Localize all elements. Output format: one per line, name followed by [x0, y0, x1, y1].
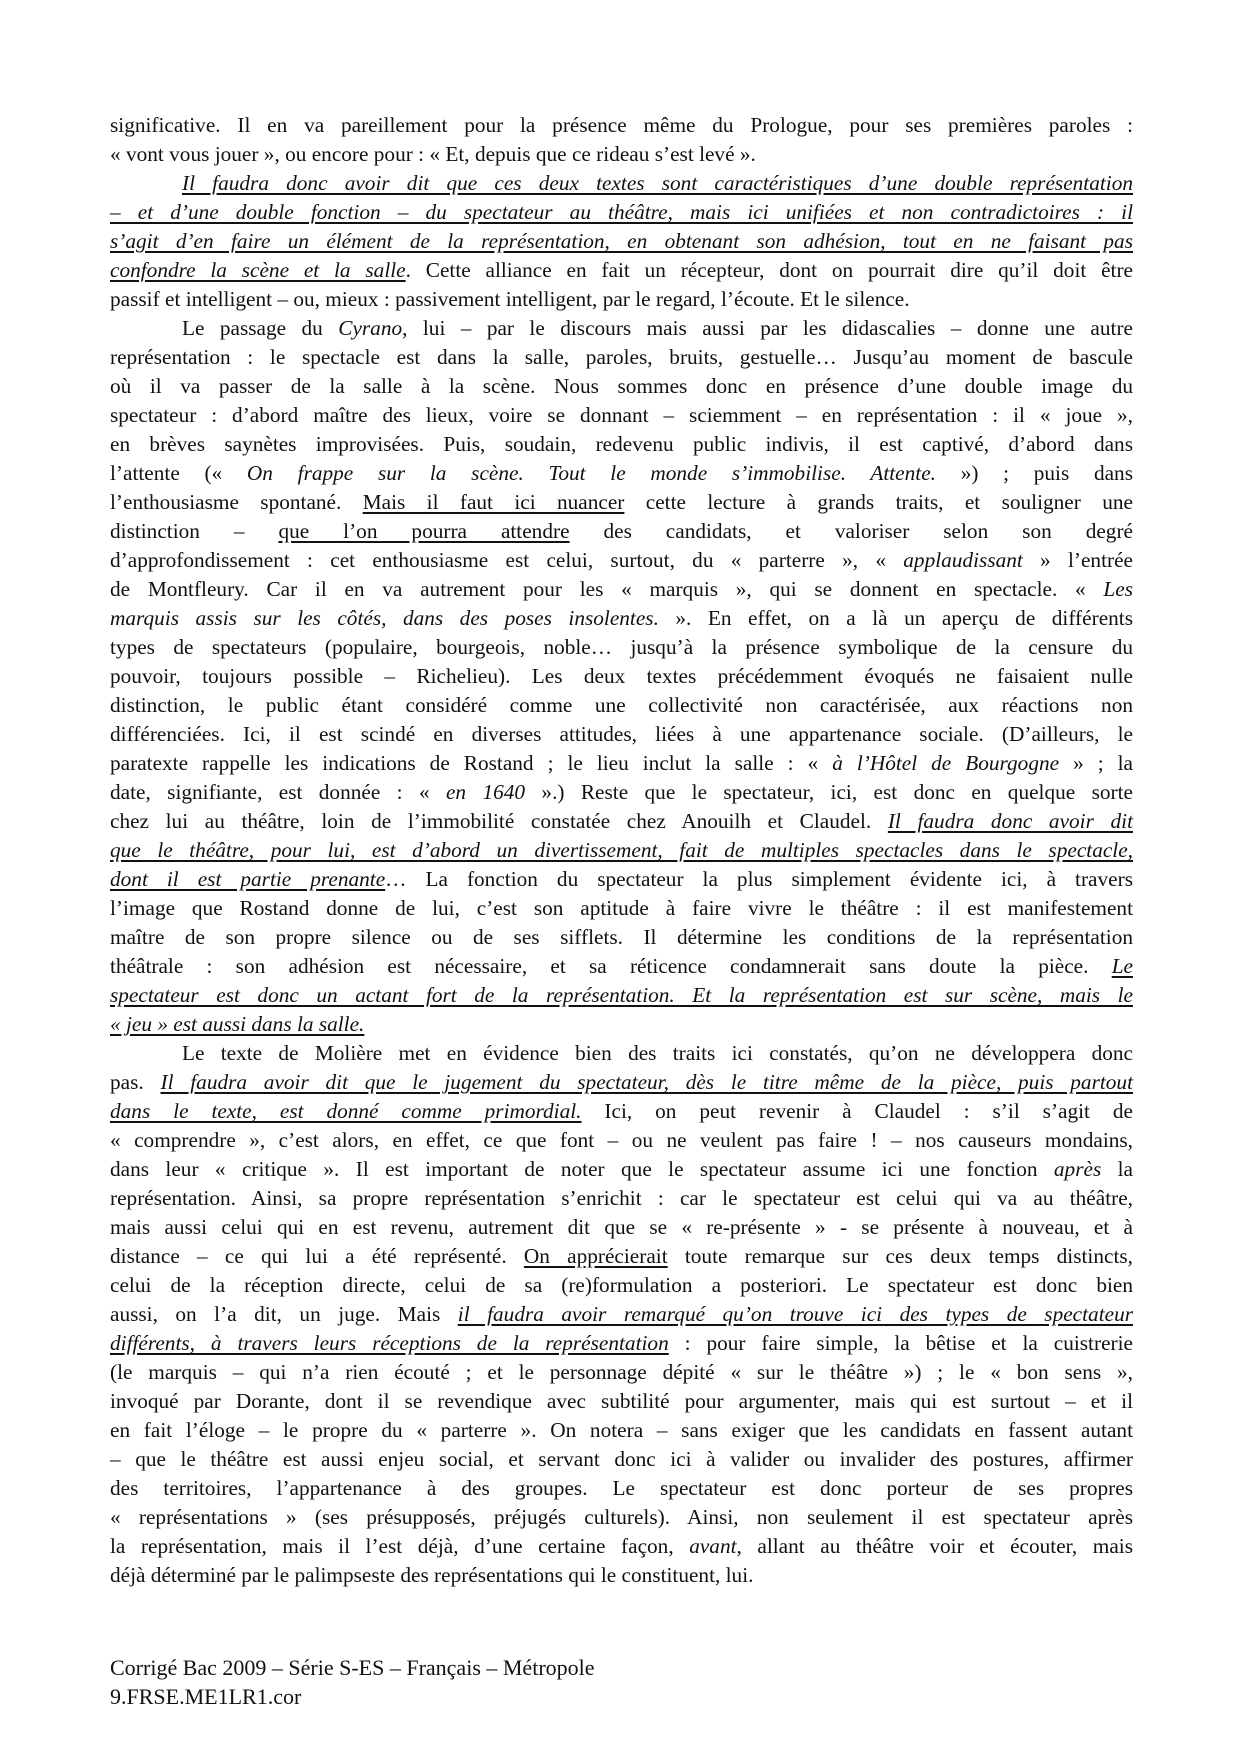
text-line — [110, 1300, 1133, 1329]
text-line — [110, 1097, 1133, 1126]
text-segment: théâtrale : son adhésion est nécessaire, et sa réticence condamnerait sans doute la pièce. — [110, 954, 1112, 978]
text-segment: distinction, le public étant considéré comme une collectivité non caractérisée, aux réactions non — [110, 693, 1133, 717]
text-line — [110, 1561, 1133, 1590]
underlined-text: – et d’une double fonction – du spectateur au théâtre, mais ici unifiées et non contradictoires : il — [110, 200, 1133, 224]
text-segment: – que le théâtre est aussi enjeu social, et servant donc ici à valider ou invalider des postures, affirmer — [110, 1447, 1133, 1471]
underlined-text: dans le texte, est donné comme primordial. — [110, 1099, 582, 1123]
text-line — [110, 1387, 1133, 1416]
text-segment: (le marquis – qui n’a rien écouté ; et le personnage dépité « sur le théâtre ») ; le « bon sens », — [110, 1360, 1133, 1384]
underlined-text: On apprécierait — [523, 1244, 668, 1268]
text-segment: l’enthousiasme spontané. — [110, 490, 363, 514]
text-line — [110, 546, 1133, 575]
paragraph — [110, 169, 1133, 314]
text-segment: « représentations » (ses présupposés, préjugés culturels). Ainsi, non seulement il est spectateur après — [110, 1505, 1133, 1529]
text-line — [110, 111, 1133, 140]
text-line — [110, 169, 1133, 198]
text-segment: en brèves saynètes improvisées. Puis, soudain, redevenu public indivis, il est captivé, d’abord dans — [110, 432, 1133, 456]
text-line — [110, 1184, 1133, 1213]
page-footer — [110, 1653, 595, 1711]
text-line — [110, 952, 1133, 981]
text-line — [110, 1010, 1133, 1039]
text-line — [110, 1445, 1133, 1474]
text-segment: pas. — [110, 1070, 161, 1094]
text-segment: , allant au théâtre voir et écouter, mais — [736, 1534, 1134, 1558]
text-segment: représentation. Ainsi, sa propre représentation s’enrichit : car le spectateur est celui qui va au théâtre, — [110, 1186, 1133, 1210]
footer-reference: 9.FRSE.ME1LR1.cor — [110, 1684, 302, 1709]
text-line — [110, 981, 1133, 1010]
text-line — [110, 807, 1133, 836]
text-segment: l’image que Rostand donne de lui, c’est son aptitude à faire vivre le théâtre : il est manifestement — [110, 896, 1133, 920]
text-line — [110, 1416, 1133, 1445]
text-line — [110, 256, 1133, 285]
text-line — [110, 1474, 1133, 1503]
text-line — [110, 865, 1133, 894]
text-line — [110, 836, 1133, 865]
text-segment: date, signifiante, est donnée : « — [110, 780, 446, 804]
footer-title: Corrigé Bac 2009 – Série S-ES – Français – Métropole — [110, 1655, 595, 1680]
text-line — [110, 1503, 1133, 1532]
text-line — [110, 749, 1133, 778]
text-segment: ») ; puis dans — [935, 461, 1133, 485]
underlined-text: spectateur est donc un actant fort de la représentation. Et la représentation est sur scène, mais le — [110, 983, 1133, 1007]
text-line — [110, 633, 1133, 662]
document-body — [110, 111, 1133, 1590]
text-segment: : pour faire simple, la bêtise et la cuistrerie — [668, 1331, 1133, 1355]
underlined-text: que l’on pourra attendre — [278, 519, 570, 543]
text-segment: passif et intelligent – ou, mieux : passivement intelligent, par le regard, l’écoute. Et le silence. — [110, 287, 910, 311]
underlined-text: différents, à travers leurs réceptions de la représentation — [110, 1331, 669, 1355]
underlined-text: Il faudra donc avoir dit — [887, 809, 1133, 833]
italic-text: avant — [689, 1534, 737, 1558]
text-line — [110, 343, 1133, 372]
text-line — [110, 459, 1133, 488]
text-line — [110, 720, 1133, 749]
text-segment: pouvoir, toujours possible – Richelieu). Les deux textes précédemment évoqués ne faisaient nulle — [110, 664, 1133, 688]
text-line — [110, 1126, 1133, 1155]
paragraph — [110, 314, 1133, 1039]
text-segment: où il va passer de la salle à la scène. Nous sommes donc en présence d’une double image du — [110, 374, 1133, 398]
text-line — [110, 575, 1133, 604]
text-segment: significative. Il en va pareillement pour la présence même du Prologue, pour ses premières paroles : — [110, 113, 1133, 137]
text-segment: . Cette alliance en fait un récepteur, dont on pourrait dire qu’il doit être — [405, 258, 1134, 282]
text-segment: en fait l’éloge – le propre du « parterre ». On notera – sans exiger que les candidats en fassent autant — [110, 1418, 1133, 1442]
text-segment: représentation : le spectacle est dans la salle, paroles, bruits, gestuelle… Jusqu’au moment de bascule — [110, 345, 1133, 369]
text-segment: paratexte rappelle les indications de Rostand ; le lieu inclut la salle : « — [110, 751, 833, 775]
text-segment: invoqué par Dorante, dont il se revendique avec subtilité pour argumenter, mais qui est surtout – et il — [110, 1389, 1133, 1413]
text-line — [110, 604, 1133, 633]
text-line — [110, 285, 1133, 314]
text-line — [110, 517, 1133, 546]
text-segment: déjà déterminé par le palimpseste des représentations qui le constituent, lui. — [110, 1563, 754, 1587]
italic-text: Cyrano — [338, 316, 403, 340]
text-segment: « vont vous jouer », ou encore pour : « Et, depuis que ce rideau s’est levé ». — [110, 142, 756, 166]
italic-text: marquis assis sur les côtés, dans des poses insolentes. — [110, 606, 659, 630]
text-line — [110, 140, 1133, 169]
text-segment: différenciées. Ici, il est scindé en diverses attitudes, liées à une appartenance sociale. (D’ailleurs, le — [110, 722, 1133, 746]
text-segment: Ici, on peut revenir à Claudel : s’il s’agit de — [581, 1099, 1133, 1123]
text-segment: maître de son propre silence ou de ses sifflets. Il détermine les conditions de la représentation — [110, 925, 1133, 949]
text-line — [110, 430, 1133, 459]
text-segment: la — [1101, 1157, 1133, 1181]
text-segment: , lui – par le discours mais aussi par les didascalies – donne une autre — [402, 316, 1133, 340]
text-line — [110, 1213, 1133, 1242]
text-segment: toute remarque sur ces deux temps distincts, — [667, 1244, 1133, 1268]
underlined-text: s’agit d’en faire un élément de la représentation, en obtenant son adhésion, tout en ne faisant pas — [110, 229, 1133, 253]
text-segment: celui de la réception directe, celui de sa (re)formulation a posteriori. Le spectateur est donc bien — [110, 1273, 1133, 1297]
text-line — [110, 314, 1133, 343]
text-segment: dans leur « critique ». Il est important de noter que le spectateur assume ici une fonction — [110, 1157, 1054, 1181]
text-segment: l’attente (« — [110, 461, 247, 485]
text-segment: aussi, on l’a dit, un juge. Mais — [110, 1302, 458, 1326]
italic-text: après — [1053, 1157, 1102, 1181]
italic-text: à l’Hôtel de Bourgogne — [832, 751, 1060, 775]
text-line — [110, 1039, 1133, 1068]
text-segment: cette lecture à grands traits, et souligner une — [624, 490, 1133, 514]
text-line — [110, 1532, 1133, 1561]
text-segment: » ; la — [1059, 751, 1133, 775]
text-segment: la représentation, mais il l’est déjà, d’une certaine façon, — [110, 1534, 690, 1558]
underlined-text: dont il est partie prenante — [110, 867, 386, 891]
text-segment: Le texte de Molière met en évidence bien des traits ici constatés, qu’on ne développera donc — [182, 1041, 1133, 1065]
text-line — [110, 198, 1133, 227]
text-segment: Le passage du — [182, 316, 339, 340]
underlined-text: Il faudra donc avoir dit que ces deux textes sont caractéristiques d’une double représentation — [182, 171, 1133, 195]
text-line — [110, 1358, 1133, 1387]
text-line — [110, 227, 1133, 256]
paragraph — [110, 1039, 1133, 1590]
text-segment: types de spectateurs (populaire, bourgeois, noble… jusqu’à la présence symbolique de la censure du — [110, 635, 1133, 659]
text-line — [110, 1068, 1133, 1097]
text-line — [110, 401, 1133, 430]
text-segment: d’approfondissement : cet enthousiasme est celui, surtout, du « parterre », « — [110, 548, 904, 572]
underlined-text: il faudra avoir remarqué qu’on trouve ici des types de spectateur — [457, 1302, 1134, 1326]
italic-text: On frappe sur la scène. Tout le monde s’immobilise. Attente. — [246, 461, 936, 485]
underlined-text: que le théâtre, pour lui, est d’abord un divertissement, fait de multiples spectacles dans le spectacle, — [110, 838, 1133, 862]
text-segment: ».) Reste que le spectateur, ici, est donc en quelque sorte — [525, 780, 1133, 804]
text-segment: des territoires, l’appartenance à des groupes. Le spectateur est donc porteur de ses propres — [110, 1476, 1133, 1500]
text-segment: … La fonction du spectateur la plus simplement évidente ici, à travers — [385, 867, 1133, 891]
text-line — [110, 1329, 1133, 1358]
text-line — [110, 894, 1133, 923]
underlined-text: Mais il faut ici nuancer — [362, 490, 625, 514]
italic-text: en 1640 — [445, 780, 526, 804]
text-line — [110, 1271, 1133, 1300]
text-line — [110, 923, 1133, 952]
text-segment: des candidats, et valoriser selon son degré — [569, 519, 1133, 543]
text-line — [110, 1155, 1133, 1184]
underlined-text: Le — [1111, 954, 1133, 978]
text-segment: « comprendre », c’est alors, en effet, ce que font – ou ne veulent pas faire ! – nos causeurs mondains, — [110, 1128, 1133, 1152]
underlined-text: Il faudra avoir dit que le jugement du spectateur, dès le titre même de la pièce, puis partout — [160, 1070, 1134, 1094]
text-segment: spectateur : d’abord maître des lieux, voire se donnant – sciemment – en représentation : il « joue », — [110, 403, 1133, 427]
underlined-text: « jeu » est aussi dans la salle. — [110, 1012, 365, 1036]
text-line — [110, 372, 1133, 401]
italic-text: Les — [1103, 577, 1133, 601]
text-line — [110, 778, 1133, 807]
italic-text: applaudissant — [903, 548, 1023, 572]
text-line — [110, 488, 1133, 517]
text-segment: ». En effet, on a là un aperçu de différents — [658, 606, 1133, 630]
text-segment: mais aussi celui qui en est revenu, autrement dit que se « re-présente » - se présente à nouveau, et à — [110, 1215, 1133, 1239]
text-segment: » l’entrée — [1022, 548, 1133, 572]
paragraph — [110, 111, 1133, 169]
text-line — [110, 1242, 1133, 1271]
text-segment: distance – ce qui lui a été représenté. — [110, 1244, 524, 1268]
text-segment: de Montfleury. Car il en va autrement pour les « marquis », qui se donnent en spectacle. « — [110, 577, 1104, 601]
text-segment: distinction – — [110, 519, 279, 543]
underlined-text: confondre la scène et la salle — [110, 258, 406, 282]
text-segment: chez lui au théâtre, loin de l’immobilité constatée chez Anouilh et Claudel. — [110, 809, 888, 833]
text-line — [110, 662, 1133, 691]
text-line — [110, 691, 1133, 720]
